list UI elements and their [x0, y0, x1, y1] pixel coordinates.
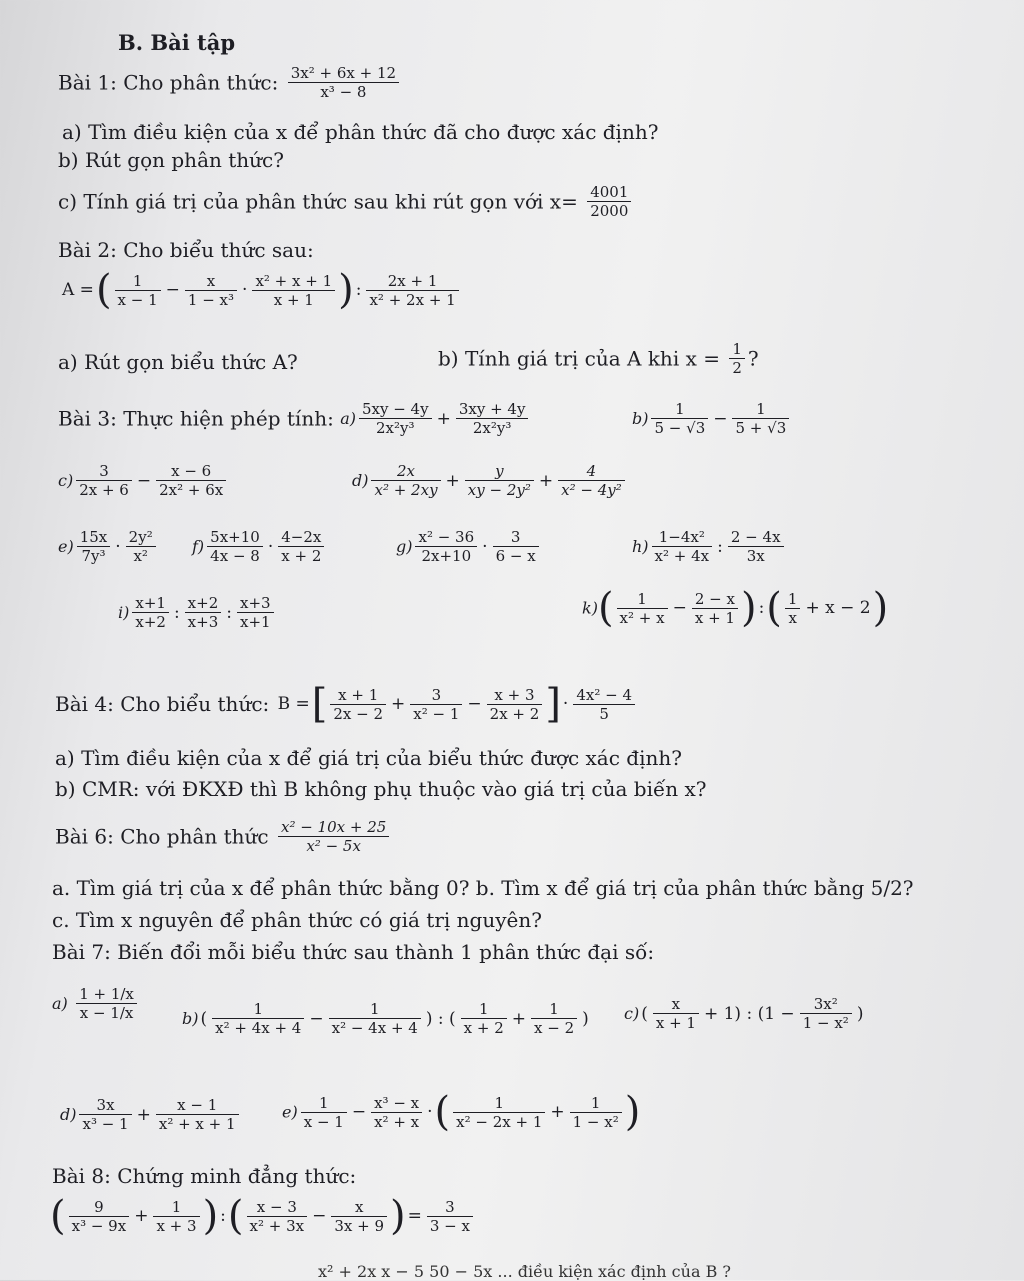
bai7-intro: Bài 7: Biến đổi mỗi biểu thức sau thành 1 phân thức đại số: [52, 940, 655, 964]
bai2-b-den: 2 [732, 359, 742, 377]
section-title: B. Bài tập [118, 30, 236, 55]
bai6-fraction [278, 818, 389, 855]
bai3-h: h) $\frac{\text{1−4x²}}{\text{x² + 4x}}$ : $\frac{2 - 4x}{3x}$ [632, 528, 787, 565]
bai1-c: c) Tính giá trị của phân thức sau khi rút gọn với x= [58, 189, 578, 214]
bai1-fraction [288, 64, 399, 101]
bai3-d: d) $\frac{2x}{\text{x² + 2xy}}$ + $\frac{y}{\text{xy − 2y²}}$ + $\frac{4}{\text{x² − 4y²}}$ [352, 462, 628, 499]
bai3-g: g) $\frac{\text{x² − 36}}{2x+10}$ · $\frac{3}{6 - x}$ [396, 528, 542, 565]
bai4-b: b) CMR: với ĐKXĐ thì B không phụ thuộc vào giá trị của biến x? [55, 777, 707, 801]
bai2-expression-A: A =( $\frac{1}{x - 1}$ − $\frac{x}{\text{1 − x³}}$ · $\frac{\text{x² + x + 1}}{x + 1}$ ) : $\frac{2x + 1}{\text{x² + 2x + 1}}$ [60, 270, 462, 310]
bai1-c-den: 2000 [590, 202, 629, 220]
bai2-b-fraction [729, 340, 745, 377]
bai3-k: k)( $\frac{1}{\text{x² + x}}$ − $\frac{2 - x}{x + 1}$ ) :( $\frac{1}{x}$ + x − 2) [582, 585, 889, 631]
bai7-c: c) ( $\frac{x}{x + 1}$ + 1) : (1 − $\frac{\text{3x²}}{\text{1 − x²}}$ ) [624, 995, 864, 1032]
bai1-intro: Bài 1: Cho phân thức: [58, 70, 279, 95]
bai7-b: b) ( $\frac{1}{\text{x² + 4x + 4}}$ − $\frac{1}{\text{x² − 4x + 4}}$ ) : ( $\frac{1}{x + 2}$ + $\frac{1}{x - 2}$ ) [182, 1000, 589, 1037]
cutoff-line: x² + 2x x − 5 50 − 5x ... điều kiện xác định của B ? [318, 1262, 731, 1281]
bai1-frac-den: x³ − 8 [320, 83, 367, 101]
bai3-b: b) $\frac{1}{5 - √3}$ − $\frac{1}{5 + √3}$ [632, 400, 792, 437]
bai6-frac-den: x² − 5x [306, 837, 361, 855]
bai1-c-fraction [587, 183, 631, 220]
bai6-frac-num: x² − 10x + 25 [278, 818, 389, 837]
bai1-b: b) Rút gọn phân thức? [58, 148, 284, 172]
bai8-identity: ( $\frac{9}{\text{x³ − 9x}}$ + $\frac{1}{x + 3}$ ) :( $\frac{x - 3}{\text{x² + 3x}}$ − $\frac{x}{3x + 9}$ ) = $\frac{3}{3 - x}$ [50, 1196, 476, 1236]
bai1-frac-num: 3x² + 6x + 12 [288, 64, 399, 83]
bai4-intro: Bài 4: Cho biểu thức: [55, 692, 270, 716]
bai3-f: f) $\frac{5x+10}{4x - 8}$ · $\frac{4-2x}{x + 2}$ [192, 528, 327, 565]
bai3-i: i) $\frac{x+1}{x+2}$ : $\frac{x+2}{x+3}$ : $\frac{x+3}{x+1}$ [118, 594, 277, 631]
bai2-intro: Bài 2: Cho biểu thức sau: [58, 238, 314, 262]
bai6-intro: Bài 6: Cho phân thức [55, 824, 269, 849]
bai2-b-line: b) Tính giá trị của A khi x = $\frac{1}{2}$ ? [438, 340, 759, 377]
bai3-line1: Bài 3: Thực hiện phép tính: a) $\frac{5xy - 4y}{\text{2x²y³}}$ + $\frac{3xy + 4y}{\text{2x²y³}}$ [58, 400, 531, 437]
bai7-d: d) $\frac{3x}{\text{x³ − 1}}$ + $\frac{x - 1}{\text{x² + x + 1}}$ [60, 1096, 242, 1133]
bai1-c-num: 4001 [587, 183, 631, 202]
bai1-a: a) Tìm điều kiện của x để phân thức đã cho được xác định? [62, 120, 659, 144]
bai2-b: b) Tính giá trị của A khi x = [438, 346, 720, 371]
bai4-line: Bài 4: Cho biểu thức: B =[ $\frac{x + 1}{2x - 2}$ + $\frac{3}{\text{x² − 1}}$ − $\frac{x + 3}{2x + 2}$ ] · $\frac{\text{4x² − 4}}{5}$ [55, 684, 638, 724]
bai8-intro: Bài 8: Chứng minh đẳng thức: [52, 1164, 357, 1188]
bai1-block [58, 64, 402, 101]
bai6-ab: a. Tìm giá trị của x để phân thức bằng 0? b. Tìm x để giá trị của phân thức bằng 5/2? [52, 876, 914, 900]
bai6-c: c. Tìm x nguyên để phân thức có giá trị nguyên? [52, 908, 542, 932]
bai7-e: e) $\frac{1}{x - 1}$ − $\frac{\text{x³ − x}}{\text{x² + x}}$ ·( $\frac{1}{\text{x² − 2x + 1}}$ + $\frac{1}{\text{1 − x²}}$ ) [282, 1089, 641, 1135]
bai4-a: a) Tìm điều kiện của x để giá trị của biểu thức được xác định? [55, 746, 682, 770]
bai6-line [55, 818, 392, 855]
bai7-a: a) $\frac{1 + 1/x}{x - 1/x}$ [52, 985, 140, 1022]
bai2-a: a) Rút gọn biểu thức A? [58, 350, 298, 374]
bai3-intro: Bài 3: Thực hiện phép tính: [58, 406, 334, 431]
bai3-c: c) $\frac{3}{2x + 6}$ − $\frac{x - 6}{\text{2x² + 6x}}$ [58, 462, 229, 499]
bai3-e: e) $\frac{15x}{\text{7y³}}$ · $\frac{\text{2y²}}{\text{x²}}$ [58, 528, 159, 565]
bai1-c-line [58, 183, 634, 220]
bai2-b-num: 1 [729, 340, 745, 359]
